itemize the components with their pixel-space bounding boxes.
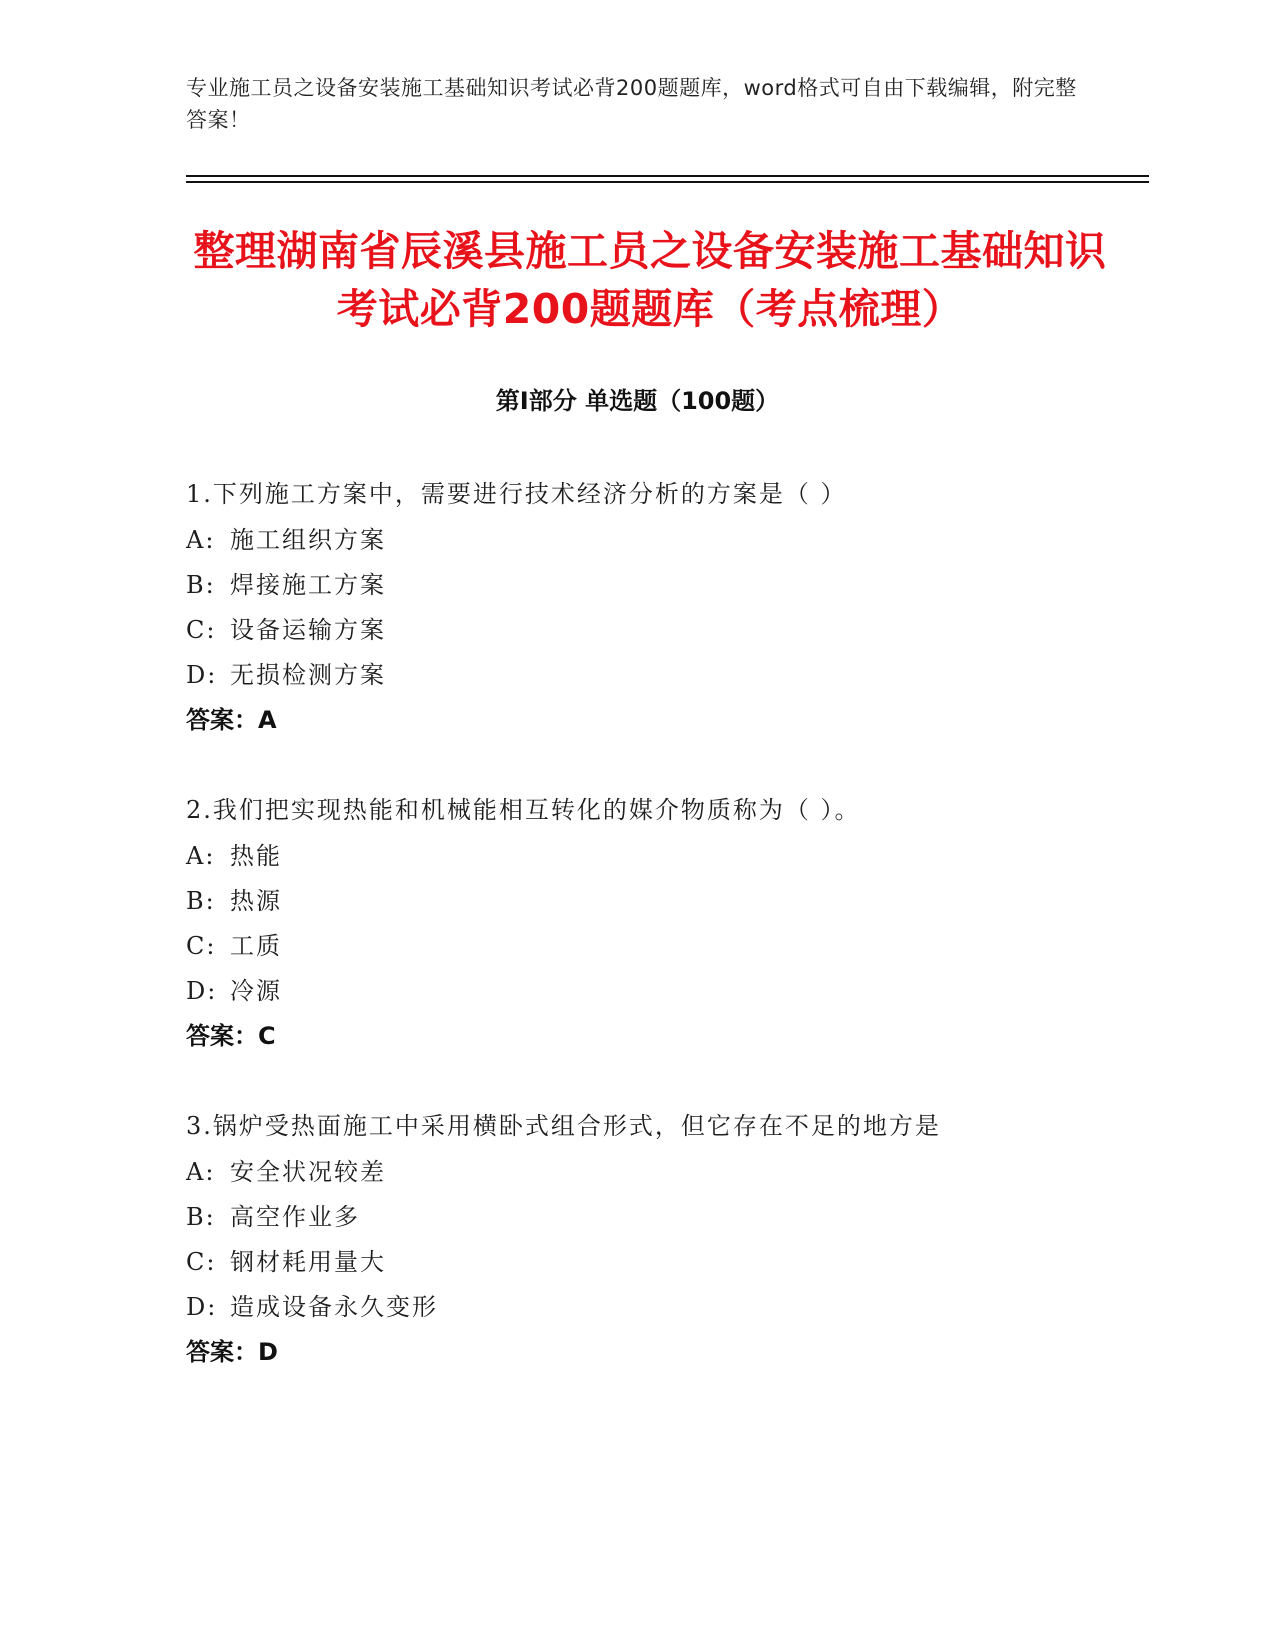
option-text: 高空作业多: [230, 1203, 360, 1231]
option-key: A:: [186, 1158, 216, 1186]
option-c: [186, 1245, 1146, 1290]
question-block-2: [186, 793, 1146, 1053]
option-key: C:: [186, 616, 217, 644]
option-c: [186, 929, 1146, 974]
option-key: A:: [186, 526, 216, 554]
option-key: D:: [186, 977, 218, 1005]
section-title: 第Ⅰ部分 单选题（100题）: [495, 387, 780, 415]
answer-line: 答案：A: [186, 706, 277, 734]
option-key: D:: [186, 661, 218, 689]
question-stem: 3.锅炉受热面施工中采用横卧式组合形式，但它存在不足的地方是: [186, 1112, 941, 1140]
header-divider-top: [186, 175, 1149, 177]
option-text: 工质: [230, 932, 282, 960]
option-key: C:: [186, 1248, 217, 1276]
question-block-1: [186, 477, 1146, 737]
option-key: D:: [186, 1293, 218, 1321]
answer-line: 答案：C: [186, 1022, 276, 1050]
answer-line: 答案：D: [186, 1338, 278, 1366]
option-text: 设备运输方案: [230, 616, 386, 644]
option-c: [186, 613, 1146, 658]
document-title: 整理湖南省辰溪县施工员之设备安装施工基础知识考试必背200题题库（考点梳理）: [193, 227, 1107, 333]
question-stem: 1.下列施工方案中，需要进行技术经济分析的方案是（ ）: [186, 480, 847, 508]
option-a: [186, 1155, 1146, 1200]
option-a: [186, 523, 1146, 568]
option-text: 造成设备永久变形: [230, 1293, 438, 1321]
option-text: 无损检测方案: [230, 661, 386, 689]
option-key: C:: [186, 932, 217, 960]
option-key: B:: [186, 887, 216, 915]
option-key: A:: [186, 842, 216, 870]
header-divider-bottom: [186, 181, 1149, 183]
option-b: [186, 1200, 1146, 1245]
option-b: [186, 884, 1146, 929]
option-key: B:: [186, 571, 216, 599]
question-stem: 2.我们把实现热能和机械能相互转化的媒介物质称为（ ）。: [186, 796, 861, 824]
option-text: 冷源: [230, 977, 282, 1005]
option-d: [186, 658, 1146, 703]
option-text: 焊接施工方案: [230, 571, 386, 599]
option-key: B:: [186, 1203, 216, 1231]
option-text: 施工组织方案: [230, 526, 386, 554]
option-text: 安全状况较差: [230, 1158, 386, 1186]
option-d: [186, 1290, 1146, 1335]
option-b: [186, 568, 1146, 613]
option-d: [186, 974, 1146, 1019]
option-a: [186, 839, 1146, 884]
question-block-3: [186, 1109, 1146, 1369]
option-text: 热能: [230, 842, 282, 870]
header-note: 专业施工员之设备安装施工基础知识考试必背200题题库，word格式可自由下载编辑，附完整答案！: [186, 76, 1077, 132]
option-text: 钢材耗用量大: [230, 1248, 386, 1276]
option-text: 热源: [230, 887, 282, 915]
